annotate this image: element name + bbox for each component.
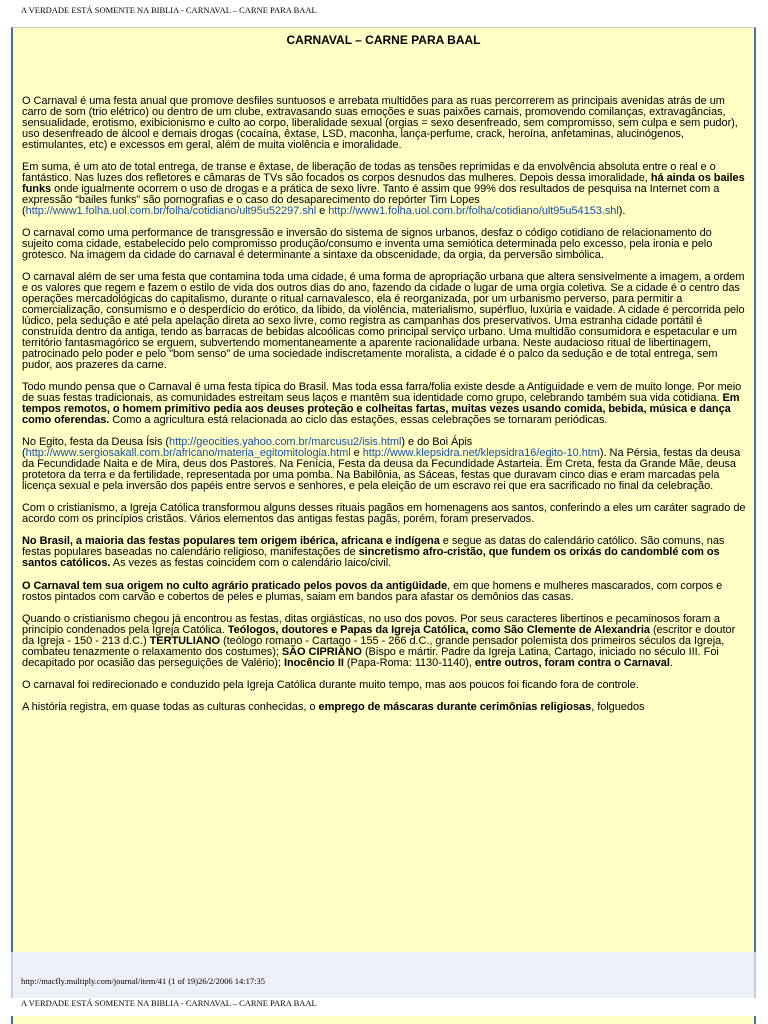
paragraph-5 (22, 382, 746, 426)
text-span: , em que homens e mulheres mascarados, com corpos e rostos pintados com carvão e cobertos de peles e plumas, saiam em bandos para afastar os demônios das casas. (22, 579, 723, 603)
paragraph-3: O carnaval como uma performance de transgressão e inversão do sistema de signos urbanos, desfaz o código cotidiano de relacionamento do sujeito coma cidade, estabelecido pelo compromisso produção/consumo e inventa uma semiótica determinada pelo excesso, pela ironia e pelo grotesco. Na imagem da cidade do carnaval é determinante a sintaxe da obscenidade, da orgia, da perversão simbólica. (22, 227, 713, 261)
text-span: (escritor e doutor da Igreja - 150 - 213 d.C.) (22, 623, 736, 647)
footer-running-title: A VERDADE ESTÁ SOMENTE NA BIBLIA - CARNAVAL – CARNE PARA BAAL (21, 998, 317, 1008)
sergiosakall-link[interactable]: http://www.sergiosakall.com.br/africano/materia_egitomitologia.html (25, 446, 351, 459)
paragraph-11: O carnaval foi redirecionado e conduzido pela Igreja Católica durante muito tempo, mas aos poucos foi ficando fora de controle. (22, 678, 639, 691)
footer-url-line: http://macfly.multiply.com/journal/item/41 (1 of 19)26/2/2006 14:17:35 (21, 976, 265, 986)
paragraph-8 (22, 536, 746, 569)
text-span: e (316, 204, 329, 217)
bold-text: Inocêncio II (283, 656, 344, 669)
text-span: (teólogo romano - Cartago - 155 - 266 d.C., grande pensador polemista dos primeiros séculos da Igreja, combateu tenazmente o relaxamento dos costumes); (22, 634, 725, 658)
bold-text: O Carnaval tem sua origem no culto agrário praticado pelos povos da antigüidade (22, 579, 448, 592)
text-span: , folguedos (591, 701, 645, 714)
folha-link-2[interactable]: http://www1.folha.uol.com.br/folha/cotidiano/ult95u54153.shl (328, 204, 619, 217)
klepsidra-link[interactable]: http://www.klepsidra.net/klepsidra16/egito-10.htm (362, 446, 600, 459)
paragraph-2 (22, 162, 746, 217)
text-span: Quando o cristianismo chegou já encontrou as festas, ditas orgiásticas, no uso dos povos. Por seus caracteres libertinos e pecaminosos foram a princípio condenados pela Igreja Católica. (22, 612, 720, 636)
text-span: Todo mundo pensa que o Carnaval é uma festa típica do Brasil. Mas toda essa farra/folia existe desde a Antiguidade e vem de muito longe. Por meio de suas festas tradicionais, as comunidades estreitam seus laços e mantêm sua identidade como grupo, celebrando também sua vida cotidiana. (22, 380, 742, 404)
text-span: As vezes as festas coincidem com o calendário laico/civil. (110, 557, 392, 570)
paragraph-9 (22, 581, 746, 603)
bold-text: No Brasil, a maioria das festas populares tem origem ibérica, africana e indígena (22, 535, 440, 548)
article-body (22, 96, 746, 725)
folha-link-1[interactable]: http://www1.folha.uol.com.br/folha/cotidiano/ult95u52297.shl (25, 204, 317, 217)
text-span: Em suma, é um ato de total entrega, de transe e êxtase, de liberação de todas as tensões reprimidas e da envolvência absoluta entre o real e o fantástico. Nas luzes dos refletores e câmaras de TVs são focados os corpos desnudos das mulheres. Depois dessa imoralidade, (22, 161, 716, 184)
bold-text: SÃO CIPRIANO (281, 645, 362, 658)
text-span: (Bispo e mártir. Padre da Igreja Latina, Cartago, iniciado no século III. Foi decapitado por ocasião das perseguições de Valério); (22, 645, 719, 669)
paragraph-7: Com o cristianismo, a Igreja Católica transformou alguns desses rituais pagãos em homenagens aos santos, conferindo a eles um caráter sagrado de acordo com os princípios cristãos. Vários elementos das antigas festas pagãs, porém, foram preservados. (22, 502, 746, 525)
text-span: A história registra, em quase todas as culturas conhecidas, o (22, 701, 319, 714)
text-span: . (669, 656, 673, 669)
text-span: ) e do Boi Ápis ( (22, 436, 473, 459)
isis-link[interactable]: http://geocities.yahoo.com.br/marcusu2/isis.html (169, 436, 402, 449)
bold-text: há ainda os bailes funks (22, 171, 745, 195)
paragraph-6 (22, 437, 746, 492)
text-span: e (350, 446, 363, 459)
paragraph-1: O Carnaval é uma festa anual que promove desfiles suntuosos e arrebata multidões para as ruas percorrerem as principais avenidas atrás de um carro de som (trio elétrico) ou dentro de um clube, extravasando suas emoções e suas paixões carnais, promovendo comilanças, extravagâncias, sensualidade, erotismo, exibicionismo e culto ao corpo, liberalidade sexual (orgias = sexo desenfreado, sem compromisso, sem culpa e sem pudor), uso desenfreado de álcool e demais drogas (cocaína, êxtase, LSD, maconha, lança-perfume, crack, heroína, anfetaminas, alucinógenos, estimulantes, etc) e excessos em geral, além de muita violência e imoralidade. (22, 95, 738, 151)
text-span: Como a agricultura está relacionada ao ciclo das estações, essas celebrações se tornaram periódicas. (109, 413, 608, 426)
article-container (11, 27, 756, 952)
bold-text: sincretismo afro-cristão, que fundem os orixás do candomblé com os santos católicos. (22, 546, 720, 570)
page-running-header: A VERDADE ESTÁ SOMENTE NA BIBLIA - CARNAVAL – CARNE PARA BAAL (21, 5, 317, 15)
text-span: (Papa-Roma: 1130-1140), (343, 656, 475, 669)
bold-text: emprego de máscaras durante cerimônias religiosas (318, 701, 592, 714)
next-page-strip (11, 1016, 756, 1024)
bold-text: Em tempos remotos, o homem primitivo pedia aos deuses proteção e colheitas fartas, muitas vezes usando comida, bebida, música e dança como oferendas. (22, 391, 740, 426)
bold-text: Teólogos, doutores e Papas da Igreja Católica, como São Clemente de Alexandria (227, 623, 650, 636)
paragraph-4: O carnaval além de ser uma festa que contamina toda uma cidade, é uma forma de apropriação urbana que altera sensivelmente a imagem, a ordem e os valores que regem e fazem o estilo de vida dos outros dias do ano, fazendo da cidade o lugar de uma orgia coletiva. Se a cidade é o centro das operações mercadológicas do capitalismo, durante o ritual carnavalesco, ela é reorganizada, por um urbanismo perverso, para permitir a comercialização, consumismo e o desperdício do erótico, da libido, da violência, materialismo, supérfluo, luxúria e vaidade. A cidade é percorrida pelo lúdico, pela sedução e até pela apelação direta ao sexo livre, como registra as campanhas dos preservativos. Uma estranha cidade portátil é construída dentro da antiga, tendo as barracas de bebidas alcoólicas como principal serviço urbano. Uma multidão consumidora e espetacular e um território fantasmagórico se erguem, subvertendo momentaneamente a aparente racionalidade urbana. Neste audacioso ritual de libertinagem, patrocinado pelo poder e pelo "bom senso" de uma sociedade indiscretamente moralista, a cidade é o palco da sedução e de total entrega, sem pudor, aos prazeres da carne. (22, 271, 745, 371)
bold-text: TERTULIANO (149, 634, 221, 647)
text-span: No Egito, festa da Deusa Ísis ( (22, 436, 170, 449)
text-span: ). (618, 204, 626, 217)
text-span: ). Na Pérsia, festas da deusa da Fecundidade Naita e de Mira, deus dos Pastores. Na Fenícia, Festa da deusa da Fecundidade Astarteia. Em Creta, festa da Grande Mãe, deusa protetora da terra e da fertilidade, representada por uma pomba. Na Babilônia, as Sáceas, festas que duravam cinco dias e eram marcadas pela licença sexual e pela inversão dos papéis entre servos e senhores, e pela eleição de um escravo rei que era sacrificado no final da celebração. (22, 446, 741, 492)
text-span: e segue as datas do calendário católico. São comuns, nas festas populares baseadas no calendário religioso, manifestações de (22, 535, 725, 559)
paragraph-10 (22, 614, 746, 669)
paragraph-12 (22, 702, 746, 713)
article-title: CARNAVAL – CARNE PARA BAAL (286, 33, 481, 47)
bold-text: entre outros, foram contra o Carnaval (474, 656, 670, 669)
text-span: onde igualmente ocorrem o uso de drogas e a prática de sexo livre. Tanto é assim que 99% dos resultados de pesquisa na Internet com a expressão “bailes funks” são pornografias e o caso do desaparecimento do repórter Tim Lopes ( (22, 182, 720, 217)
page-footer-bar (11, 952, 756, 998)
